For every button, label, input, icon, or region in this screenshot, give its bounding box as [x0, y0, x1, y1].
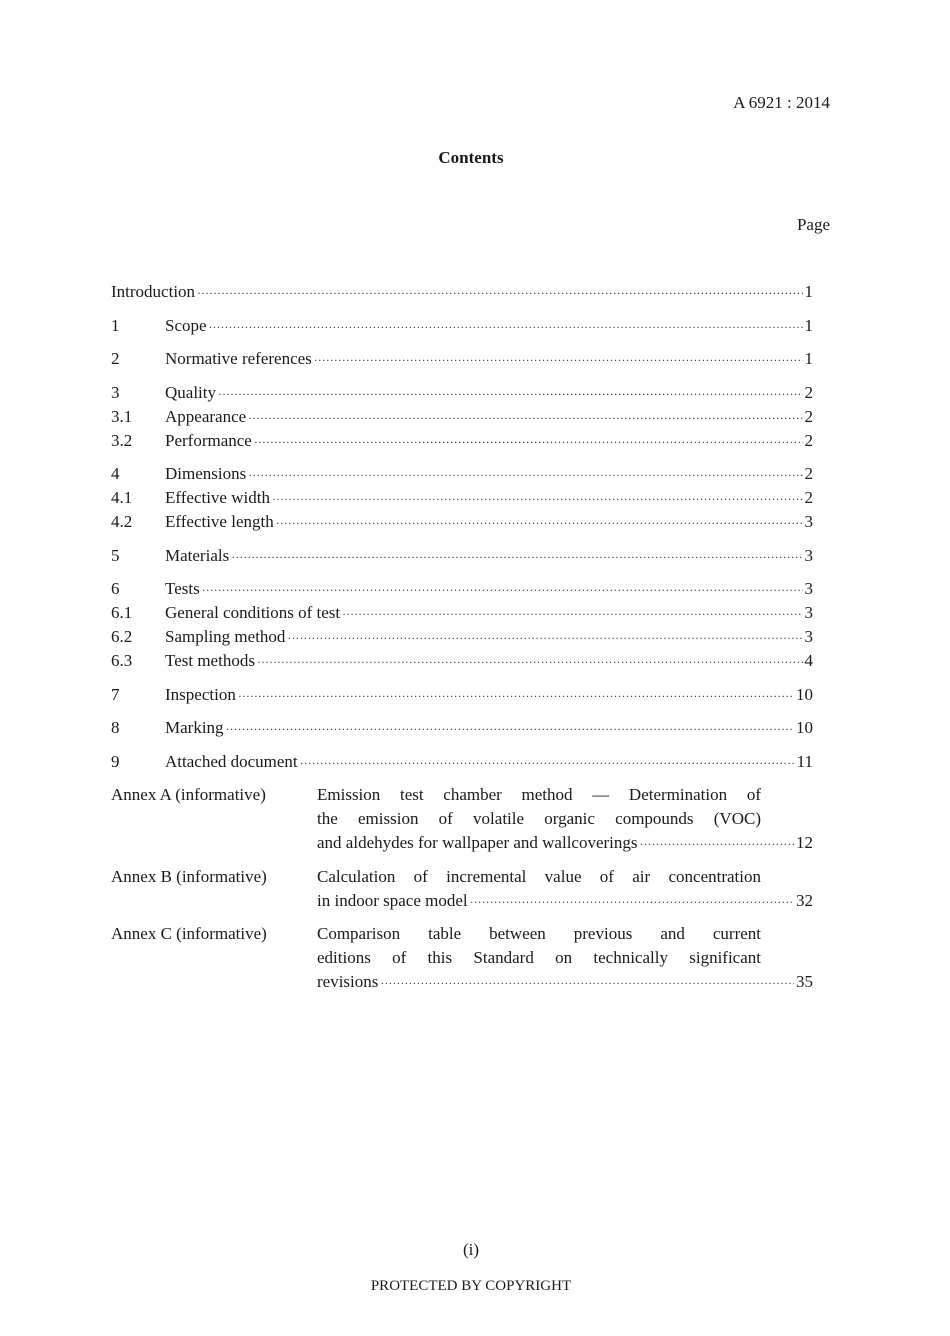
toc-entry-title: Introduction — [111, 282, 196, 301]
page-number: (i) — [462, 1240, 480, 1259]
toc-entry-number: 9 — [111, 751, 120, 771]
toc-entry-materials[interactable] — [111, 544, 813, 568]
toc-entry-page: 10 — [796, 684, 813, 704]
annex-title-last-line — [317, 889, 813, 913]
toc-entry-page: 2 — [804, 382, 813, 402]
dot-leader — [380, 971, 794, 995]
toc-entry-number: 4.1 — [111, 488, 133, 507]
copyright-notice: PROTECTED BY COPYRIGHT — [370, 1278, 572, 1294]
toc-entry-number: 3 — [111, 382, 120, 402]
toc-entry-sampling-method[interactable] — [111, 625, 813, 649]
toc-entry-number: 6.3 — [111, 651, 133, 670]
toc-entry-page: 3 — [804, 627, 813, 646]
toc-entry-number: 8 — [111, 718, 120, 737]
dot-leader — [300, 751, 795, 775]
annex-label: Annex A (informative) — [111, 785, 266, 804]
toc-entry-number: 6.2 — [111, 627, 133, 646]
toc-entry-title: Quality — [165, 382, 216, 402]
toc-entry-page: 2 — [804, 406, 813, 426]
toc-entry-title: Effective length — [165, 512, 274, 531]
dot-leader — [218, 382, 803, 406]
toc-entry-number: 2 — [111, 349, 120, 368]
table-of-contents — [111, 280, 813, 994]
toc-entry-number: 6.1 — [111, 603, 133, 622]
toc-entry-tests[interactable] — [111, 577, 813, 601]
toc-entry-page: 2 — [804, 464, 813, 483]
annex-title-line: revisions — [317, 972, 379, 991]
toc-entry-general-conditions[interactable] — [111, 601, 813, 625]
dot-leader — [238, 684, 794, 708]
toc-entry-annex-a[interactable] — [111, 783, 813, 855]
toc-entry-attached-document[interactable] — [111, 750, 813, 774]
toc-entry-page: 3 — [804, 579, 813, 598]
toc-entry-effective-width[interactable] — [111, 486, 813, 510]
toc-entry-page: 2 — [804, 488, 813, 507]
dot-leader — [287, 626, 802, 650]
toc-entry-number: 4.2 — [111, 512, 133, 531]
annex-title-line: Calculation of incremental value of air concentration — [317, 866, 761, 886]
annex-title-line: the emission of volatile organic compounds (VOC) — [317, 809, 761, 828]
dot-leader — [257, 650, 803, 674]
dot-leader — [272, 487, 803, 511]
page-title: Contents — [438, 148, 504, 167]
toc-entry-number: 3.1 — [111, 406, 133, 426]
toc-entry-page: 1 — [804, 282, 813, 301]
annex-label: Annex B (informative) — [111, 866, 267, 886]
toc-entry-page: 32 — [796, 890, 813, 910]
annex-title-last-line — [317, 970, 813, 994]
document-code: A 6921 : 2014 — [733, 93, 830, 112]
toc-entry-title: Marking — [165, 718, 224, 737]
toc-entry-title: Normative references — [165, 349, 312, 368]
toc-entry-scope[interactable] — [111, 314, 813, 338]
toc-entry-appearance[interactable] — [111, 405, 813, 429]
toc-entry-title: Performance — [165, 430, 252, 450]
toc-entry-title: Tests — [165, 579, 200, 598]
toc-entry-number: 4 — [111, 464, 120, 483]
toc-entry-title: Attached document — [165, 751, 298, 771]
dot-leader — [231, 545, 802, 569]
toc-entry-number: 3.2 — [111, 430, 133, 450]
toc-entry-introduction[interactable] — [111, 280, 813, 304]
toc-entry-page: 1 — [804, 349, 813, 368]
toc-entry-page: 35 — [796, 972, 813, 991]
toc-entry-page: 3 — [804, 512, 813, 531]
toc-entry-effective-length[interactable] — [111, 510, 813, 534]
toc-entry-page: 4 — [804, 651, 813, 670]
toc-entry-quality[interactable] — [111, 381, 813, 405]
dot-leader — [276, 511, 803, 535]
annex-title-line: Emission test chamber method — Determination of — [317, 785, 761, 804]
annex-title-line: editions of this Standard on technically significant — [317, 948, 761, 967]
toc-entry-title: Materials — [165, 545, 230, 565]
toc-entry-title: Effective width — [165, 488, 270, 507]
annex-title-last-line — [317, 831, 813, 855]
toc-entry-number: 7 — [111, 684, 120, 704]
toc-entry-annex-b[interactable] — [111, 865, 813, 913]
toc-entry-marking[interactable] — [111, 716, 813, 740]
dot-leader — [202, 578, 803, 602]
annex-title-line: and aldehydes for wallpaper and wallcoverings — [317, 833, 638, 852]
toc-entry-dimensions[interactable] — [111, 462, 813, 486]
dot-leader — [470, 890, 794, 914]
toc-entry-page: 2 — [804, 430, 813, 450]
toc-entry-inspection[interactable] — [111, 683, 813, 707]
dot-leader — [640, 832, 794, 856]
toc-entry-title: General conditions of test — [165, 603, 341, 622]
toc-entry-title: Test methods — [165, 651, 255, 670]
toc-entry-page: 3 — [804, 603, 813, 622]
toc-entry-page: 10 — [796, 718, 813, 737]
toc-entry-performance[interactable] — [111, 429, 813, 453]
dot-leader — [209, 315, 803, 339]
annex-title — [317, 783, 813, 855]
toc-entry-number: 1 — [111, 315, 120, 335]
toc-entry-title: Sampling method — [165, 627, 286, 646]
dot-leader — [254, 430, 803, 454]
dot-leader — [248, 463, 802, 487]
toc-entry-page: 1 — [804, 315, 813, 335]
dot-leader — [314, 348, 803, 372]
toc-entry-title: Scope — [165, 315, 207, 335]
toc-entry-title: Dimensions — [165, 464, 247, 483]
annex-title — [317, 865, 813, 913]
annex-label: Annex C (informative) — [111, 924, 267, 943]
toc-entry-number: 6 — [111, 579, 120, 598]
dot-leader — [248, 406, 802, 430]
dot-leader — [342, 602, 802, 626]
annex-title-line: Comparison table between previous and current — [317, 924, 761, 943]
toc-entry-title: Appearance — [165, 406, 247, 426]
toc-entry-page: 3 — [804, 545, 813, 565]
toc-entry-page: 11 — [796, 751, 813, 771]
annex-title-line: in indoor space model — [317, 890, 468, 910]
annex-title — [317, 922, 813, 994]
dot-leader — [197, 281, 802, 305]
dot-leader — [226, 717, 794, 741]
toc-entry-test-methods[interactable] — [111, 649, 813, 673]
toc-entry-title: Inspection — [165, 684, 236, 704]
toc-entry-number: 5 — [111, 545, 120, 565]
page-column-label: Page — [796, 215, 830, 234]
toc-entry-normative-references[interactable] — [111, 347, 813, 371]
toc-entry-annex-c[interactable] — [111, 922, 813, 994]
toc-entry-page: 12 — [796, 833, 813, 852]
